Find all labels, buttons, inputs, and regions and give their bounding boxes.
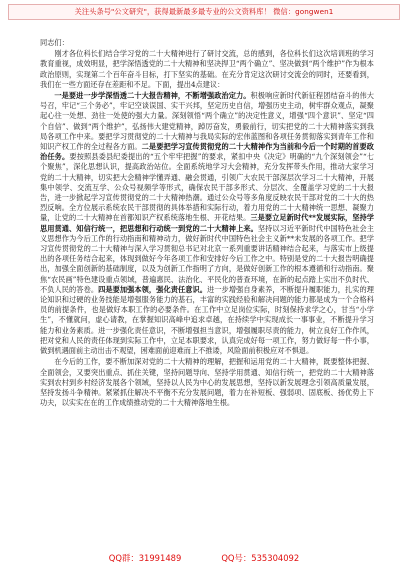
footer-qq-number: QQ号：535304092	[221, 553, 300, 563]
bold-heading: 一是要进一步学深悟透二十大报告精神，不断增强政治定力。	[54, 91, 251, 101]
paragraph-text: 积极响应新时代新征程团结奋斗的伟大号召，牢记“三个务必”，牢记空谈误国、实干兴邦，坚定历史自信，增强历史主动，树牢群众观点，凝聚起心往一处想、劲往一处使的强大力量。深刻领悟“两个确立”的决定性意义，增强“四个意识”、坚定“四个自信”、做到“两个维护”，弘扬伟大建党精神，踔厉奋发，勇毅前行，切实把党的二十大精神落实到我局各项工作中来。要把学习贯彻党的二十大精神与我局实际的宏伟蓝图和各项任务贯彻落实到青年工作和知识产权工作的全过程各方面。	[40, 91, 374, 152]
footer-qq-group: QQ群：31991489	[108, 553, 182, 563]
paragraph-text: 要按照县委县纪委提出的“五个牢牢把握”的要求，紧扣中央《决定》明确的“九个深刻领会”“七个聚焦”，深化思想认识，提高政治站位。全面系统地学习大会精神，充分发挥带头作用，推动大家学习党的二十大精神，切实把大会精神学懂弄通、融会贯通，引领广大农民干部深层次学习二十大精神，开展集中领学、交流互学、公众号视频学等形式，确保农民干部多形式、分层次、全覆盖学习党的二十大报告，进一步掀起学习宣传贯彻党的二十大精神热潮。通过公众号等多角度反映农民干部对党的二十大的热烈反响。全方位展示系统农民干部贯彻的具体举措和实际行动，着力用党的二十大精神统一思想、凝聚力量，让党的二十大精神在首都知识产权系统落地生根、开花结果。	[40, 152, 374, 223]
document-body	[40, 38, 374, 409]
bold-heading: 四是要加强本领，强化责任意识。	[98, 284, 208, 294]
paragraph	[40, 91, 374, 356]
footer	[0, 552, 408, 564]
paragraph-text: 刚才各位科长们结合学习党的二十大精神进行了研讨交流，总的感到，各位科长们这次培训班的学习教育重视，成效明显，把学深悟透党的二十大精神和坚决捍卫“两个确立”、坚决做到“两个维护”作为根本政治原则，实现第二个百年奋斗目标，打下坚实的基础。在充分肯定这次研讨交流会的同时，还要看到，我们在一些方面还存在差距和不足。下面，提出4点建议：	[40, 49, 374, 89]
paragraph-text: 在今后的工作，要不断加深对党的二十大精神的理解，把握和运用党的二十大精神，既要整体把握、全面领会，又要突出重点、抓住关键，坚持问题导向、坚持学用贯通、知信行统一，把党的二十大精神落实到农村到乡村经济发展各个领域，坚持以人民为中心的发展思想，坚持以新发展理念引领高质量发展，坚持发扬斗争精神。紧紧抓住解决不平衡不充分发展问题，着力在补短板、强弱项、固底板、扬优势上下功夫，以实实在在的工作成绩推动党的二十大精神落地生根。	[40, 357, 374, 408]
banner-text: 关注头条号"公文研究"，获得最新最多最专业的公文资料库！ 微信：gongwen1	[74, 7, 334, 16]
bold-heading: 二是要把学习宣传贯彻党的二十大精神作为当前和今后一个时期的首要政治任务。	[40, 142, 374, 162]
paragraph-text: 坚持以习近平新时代中国特色社会主义思想作为今后工作的行动指南和精神动力，做好新时代中国特色社会主义新**未发展的各项工作。把学习宣传贯彻党的二十大精神与深入学习贯彻总书记对北京一系列重要讲话精神结合起来，与落实市上级提出的各项任务结合起来，体现到做好今年各项工作和安排好今后工作之中。特别是党的二十大报告明确提出，加强全面创新的基础制度，以及为创新工作指明了方向，是做好创新工作的根本遵循和行动指南。聚焦“农民画”特色建设重点领域，普遍惠民、法治化、平民化的普查环境，在新的起点踏上实出不负时代、不负人民的答卷。	[40, 223, 374, 294]
paragraph	[40, 357, 374, 408]
paragraph-text: 进一步增强自身素养，不断提升履职能力，扎实的理论知识和过硬的业务技能是增强服务能力的基石，丰富的实践经验和解决问题的能力都是成为一个合格科员的前提条件，也是做好本职工作的必要条件。在工作中立足岗位实际，时刻保持求学之心，甘当“小学生”，不懂就问，虚心请教，在掌握知识高峰中追求卓越，在持续学中实现成长一事事业，不断提升学习能力和业务素质。进一步强化责任意识，不断增强担当意识，增强履职尽责的能力，树立良好工作作风，把对党和人民的责任体现到实际工作中，立足本职要求，认真完成好每一项工作，努力做好每一件小事，做到机遇面前主动出击不观望，困难面前迎难而上不推诿，风险面前积极应对不惧退。	[40, 284, 374, 356]
promo-banner	[8, 4, 400, 20]
greeting: 同志们：	[40, 38, 69, 47]
paragraph-container	[40, 49, 374, 408]
paragraph	[40, 49, 374, 90]
bold-heading: 三是要立足新时代**发展实际，坚持学思用贯通、知信行统一，把思想和行动统一到党的二十大精神上来。	[40, 213, 374, 233]
